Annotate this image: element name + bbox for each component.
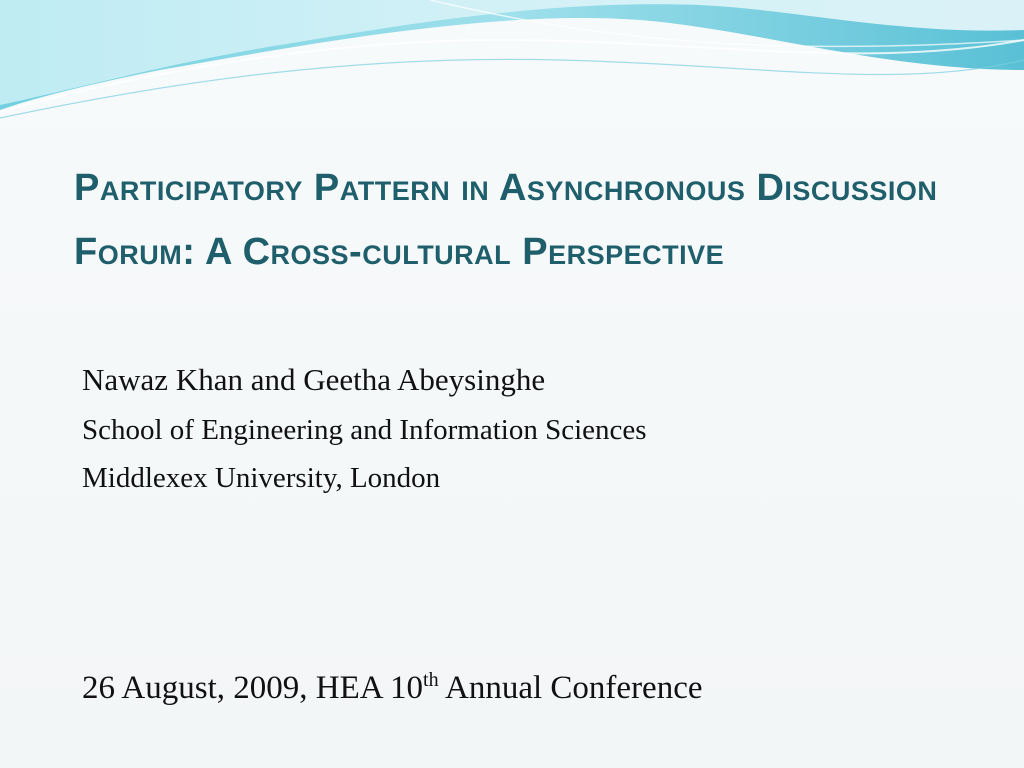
slide-title: Participatory Pattern in Asynchronous Discussion Forum: A Cross-cultural Perspective — [74, 167, 938, 273]
conference-line — [82, 670, 962, 707]
conference-suffix: Annual Conference — [438, 670, 703, 706]
conference-superscript: th — [423, 669, 439, 691]
authors-line: Nawaz Khan and Geetha Abeysinghe — [82, 362, 546, 397]
conference-prefix: 26 August, 2009, HEA 10 — [82, 670, 424, 706]
school-line: School of Engineering and Information Sciences — [82, 414, 647, 446]
decorative-wave-header — [0, 0, 1024, 130]
university-line: Middlexex University, London — [82, 462, 441, 494]
